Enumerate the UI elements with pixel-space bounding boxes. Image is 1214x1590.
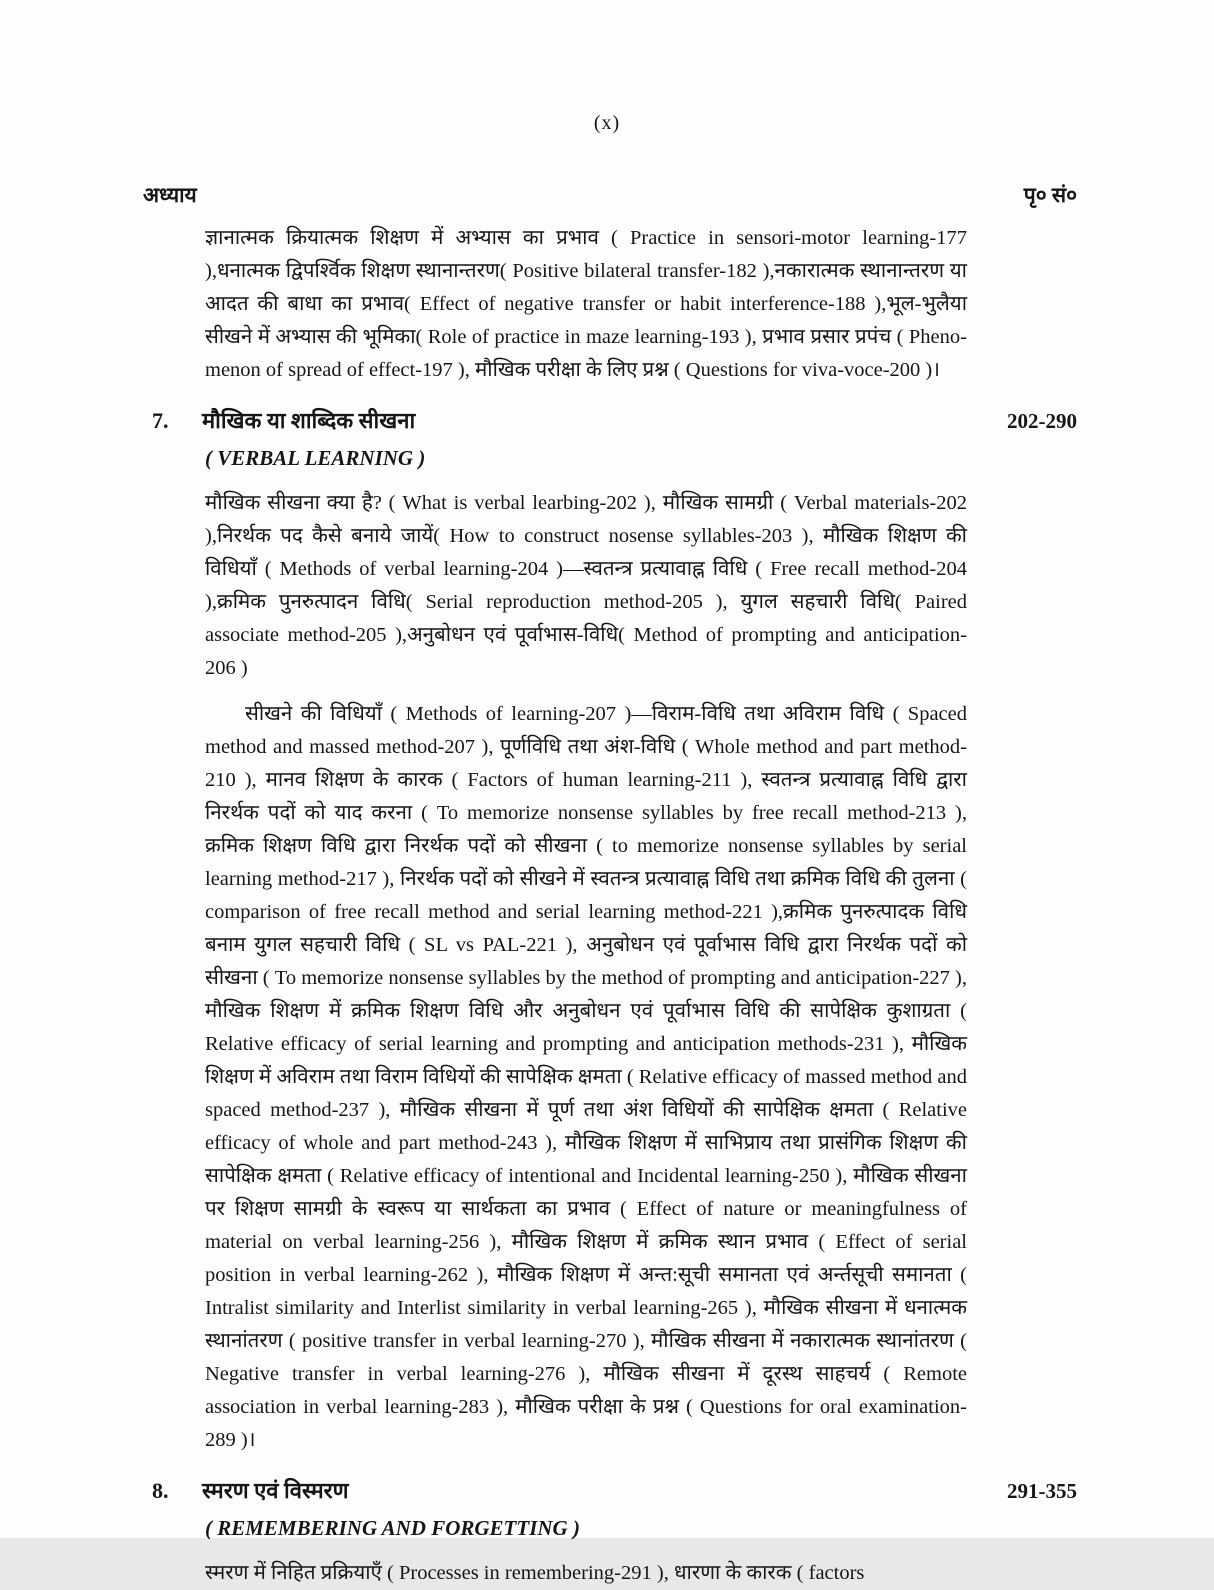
chapter-8-paragraph-1: स्मरण में निहित प्रक्रियाएँ ( Processes in remembering-291 ), धारणा के कारक ( factors — [205, 1562, 865, 1584]
chapter-7-title: मौखिक या शाब्दिक सीखना — [202, 408, 416, 433]
chapter-8-page-range: 291-355 — [1007, 1479, 1077, 1503]
header-pageno-label: पृ० सं० — [1023, 183, 1077, 207]
chapter-7-paragraph-2: सीखने की विधियाँ ( Methods of learning-207 )—विराम-विधि तथा अविराम विधि ( Spaced method and massed method-207 ), पूर्णविधि तथा अंश-विधि ( Whole method and part method-210 ), मानव शिक्षण के कारक ( Factors of human learning-211 ), स्वतन्त्र प्रत्यावाह्न विधि द्वारा निरर्थक पदों को याद करना ( To memorize nonsense syllables by free recall method-213 ), क्रमिक शिक्षण विधि द्वारा निरर्थक पदों को सीखना ( to memorize nonsense syllables by serial learning method-217 ), निरर्थक पदों को सीखने में स्वतन्त्र प्रत्यावाह्न विधि तथा क्रमिक विधि की तुलना ( comparison of free recall method and serial learning method-221 ),क्रमिक पुनरुत्पादक विधि बनाम युगल सहचारी विधि ( SL vs PAL-221 ), अनुबोधन एवं पूर्वाभास विधि द्वारा निरर्थक पदों को सीखना ( To memorize nonsense syllables by the method of prompting and anticipation-227 ), मौखिक शिक्षण में क्रमिक शिक्षण विधि और अनुबोधन एवं पूर्वाभास विधि की सापेक्षिक कुशाग्रता ( Relative efficacy of serial learning and prompting and anticipation methods-231 ), मौखिक शिक्षण में अविराम तथा विराम विधियों की सापेक्षिक क्षमता ( Relative efficacy of massed method and spaced method-237 ), मौखिक सीखना में पूर्ण तथा अंश विधियों की सापेक्षिक क्षमता ( Relative efficacy of whole and part method-243 ), मौखिक शिक्षण में साभिप्राय तथा प्रासंगिक शिक्षण की सापेक्षिक क्षमता ( Relative efficacy of intentional and Incidental learning-250 ), मौखिक सीखना पर शिक्षण सामग्री के स्वरूप या सार्थकता का प्रभाव ( Effect of nature or meaningfulness of material on verbal learning-256 ), मौखिक शिक्षण में क्रमिक स्थान प्रभाव ( Effect of serial position in verbal learning-262 ), मौखिक शिक्षण में अन्त:सूची समानता एवं अर्न्तसूची समानता ( Intralist similarity and Interlist similarity in verbal learning-265 ), मौखिक सीखना में धनात्मक स्थानांतरण ( positive transfer in verbal learning-270 ), मौखिक सीखना में नकारात्मक स्थानांतरण ( Negative transfer in verbal learning-276 ), मौखिक सीखना में दूरस्थ साहचर्य ( Remote association in verbal learning-283 ), मौखिक परीक्षा के प्रश्न ( Questions for oral examination-289 )। — [205, 703, 967, 1451]
chapter-8-subtitle: ( REMEMBERING AND FORGETTING ) — [205, 1516, 580, 1540]
intro-continuation-paragraph: ज्ञानात्मक क्रियात्मक शिक्षण में अभ्यास का प्रभाव ( Practice in sensori-motor learning-177 ),धनात्मक द्विपर्श्विक शिक्षण स्थानान्तरण( Positive bilateral transfer-182 ),नकारात्मक स्थानान्तरण या आदत की बाधा का प्रभाव( Effect of negative transfer or habit interference-188 ),भूल-भुलैया सीखने में अभ्यास की भूमिका( Role of practice in maze learning-193 ), प्रभाव प्रसार प्रपंच ( Pheno-menon of spread of effect-197 ), मौखिक परीक्षा के लिए प्रश्न ( Questions for viva-voce-200 )। — [205, 227, 967, 381]
chapter-7-number: 7. — [152, 408, 169, 433]
chapter-8-heading — [152, 1474, 1077, 1508]
chapter-8-number: 8. — [152, 1478, 169, 1503]
chapter-7-heading — [152, 404, 1077, 438]
chapter-8-title: स्मरण एवं विस्मरण — [202, 1478, 349, 1503]
header-chapter-label: अध्याय — [143, 183, 197, 207]
toc-header-row — [143, 181, 1077, 209]
chapter-7-paragraph-1: मौखिक सीखना क्या है? ( What is verbal learbing-202 ), मौखिक सामग्री ( Verbal materials-202 ),निरर्थक पद कैसे बनाये जायें( How to construct nosense syllables-203 ), मौखिक शिक्षण की विधियाँ ( Methods of verbal learning-204 )—स्वतन्त्र प्रत्यावाह्न विधि ( Free recall method-204 ),क्रमिक पुनरुत्पादन विधि( Serial reproduction method-205 ), युगल सहचारी विधि( Paired associate method-205 ),अनुबोधन एवं पूर्वाभास-विधि( Method of prompting and anticipation-206 ) — [205, 492, 967, 679]
chapter-7-subtitle: ( VERBAL LEARNING ) — [205, 446, 426, 470]
page-number: (x) — [593, 112, 621, 134]
chapter-7-page-range: 202-290 — [1007, 409, 1077, 433]
